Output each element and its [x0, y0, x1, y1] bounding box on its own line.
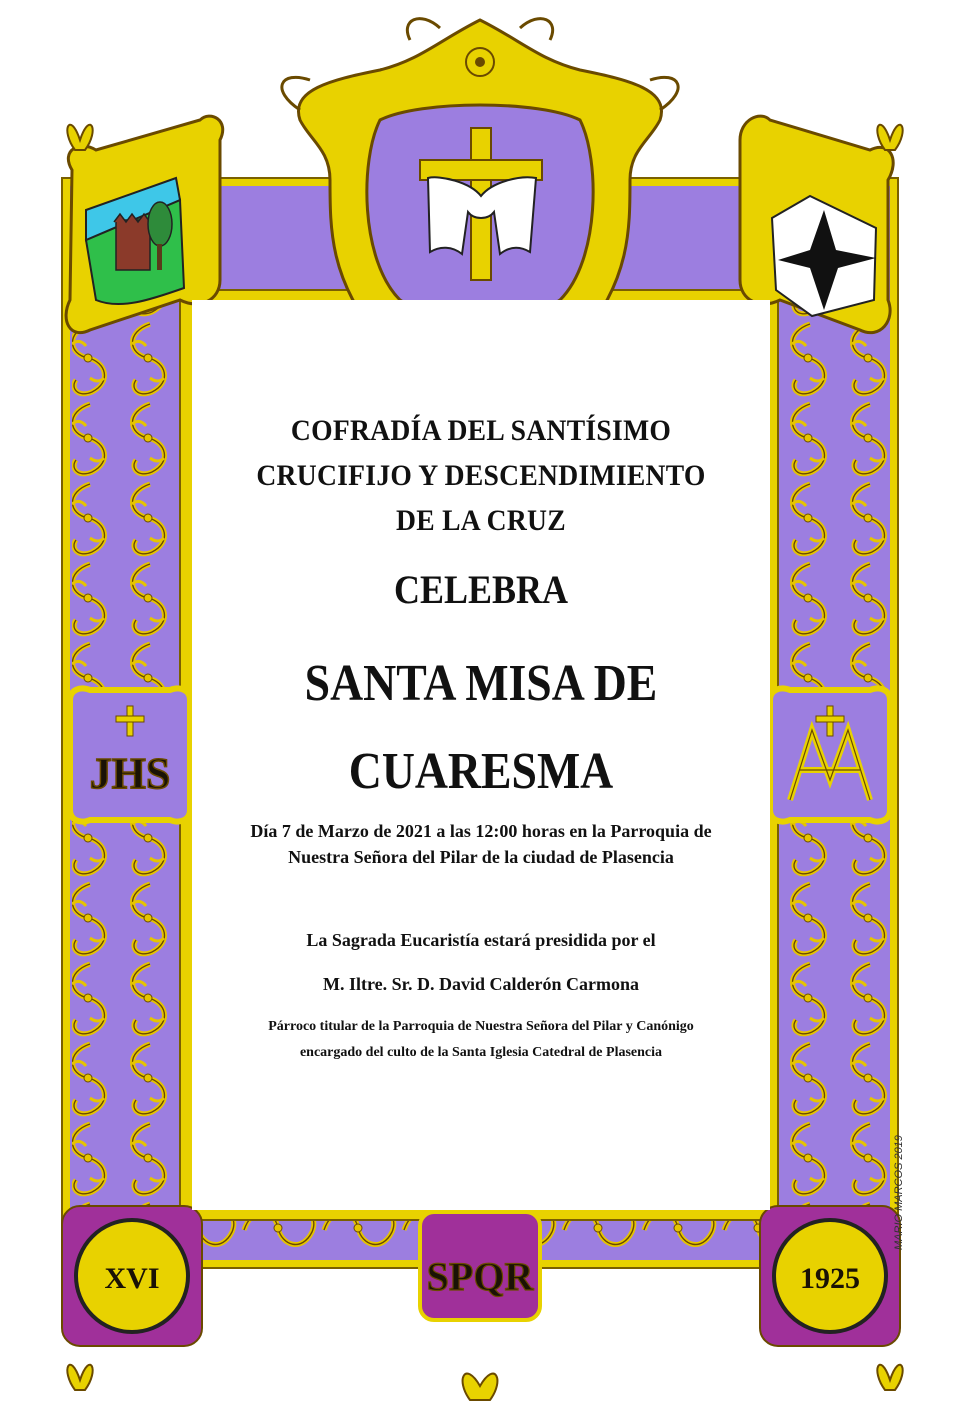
- medallion-spqr: [420, 1212, 540, 1320]
- event-title-line-2: CUARESMA: [348, 743, 614, 800]
- event-title-line-1: SANTA MISA DE: [304, 655, 658, 712]
- marian-monogram-icon: [770, 688, 890, 821]
- celebrant-role: Párroco titular de la Parroquia de Nuestra Señora del Pilar y Canónigo encargado del culto de la Santa Iglesia Catedral de Plasencia: [268, 1019, 694, 1060]
- artist-signature: [888, 1100, 908, 1250]
- jhs-monogram-icon: [70, 688, 190, 821]
- event-details: Día 7 de Marzo de 2021 a las 12:00 horas en la Parroquia de Nuestra Señora del Pilar de la ciudad de Plasencia: [250, 821, 712, 867]
- medallion-1925: [760, 1206, 900, 1346]
- medallion-xvi-text: XVI: [104, 1262, 160, 1295]
- artist-signature-text: MARIO MARCOS 2019: [893, 1135, 905, 1250]
- event-title: [227, 640, 736, 816]
- organization-name: [215, 408, 747, 543]
- organization-line-1: COFRADÍA DEL SANTÍSIMO: [290, 414, 672, 447]
- medallion-spqr-text: SPQR: [426, 1254, 534, 1299]
- celebrant-name: M. Iltre. Sr. D. David Calderón Carmona: [323, 974, 639, 994]
- medallion-1925-text: 1925: [800, 1262, 860, 1295]
- celebra-heading: CELEBRA: [393, 567, 569, 612]
- jhs-monogram-text: JHS: [89, 749, 171, 798]
- organization-line-3: DE LA CRUZ: [396, 504, 566, 537]
- medallion-xvi: [62, 1206, 202, 1346]
- text-panel: [192, 300, 770, 1210]
- presided-intro: La Sagrada Eucaristía estará presidida por el: [306, 930, 656, 950]
- organization-line-2: CRUCIFIJO Y DESCENDIMIENTO: [256, 459, 706, 492]
